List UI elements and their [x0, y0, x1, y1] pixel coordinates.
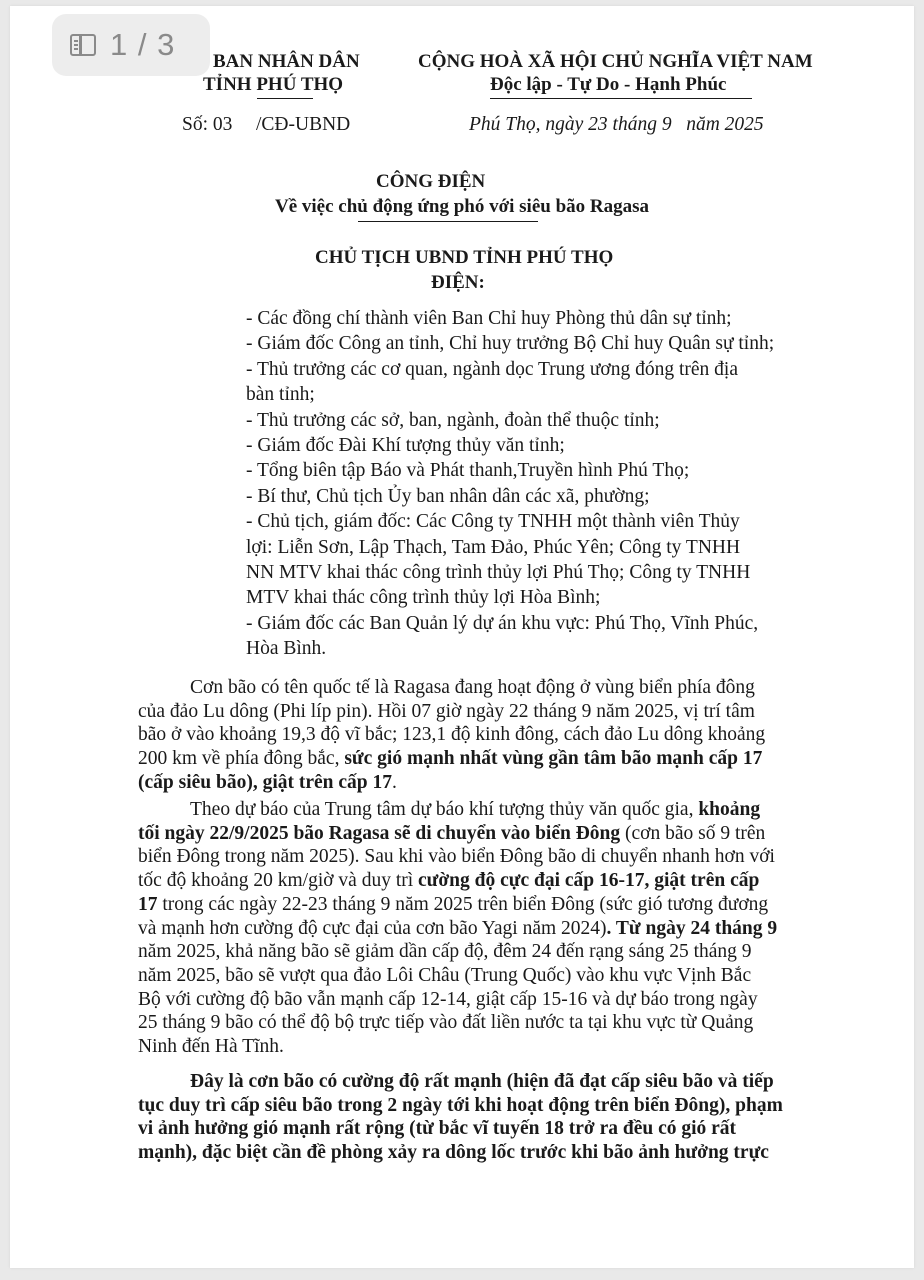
paragraph-warning — [138, 1070, 838, 1165]
emphasis-text: (cấp siêu bão), giật trên cấp 17 — [138, 771, 393, 793]
sender-title: CHỦ TỊCH UBND TỈNH PHÚ THỌ — [315, 247, 614, 268]
recipient-item: - Thủ trưởng các cơ quan, ngành dọc Trung ương đóng trên địa — [246, 358, 739, 380]
text-line: Ninh đến Hà Tĩnh. — [138, 1036, 284, 1058]
text-line: Đây là cơn bão có cường độ rất mạnh (hiện đã đạt cấp siêu bão và tiếp — [190, 1071, 774, 1092]
place-date: Phú Thọ, ngày 23 tháng 9 năm 2025 — [469, 114, 764, 135]
org-name-line1: BAN NHÂN DÂN — [213, 51, 360, 72]
text-line: tục duy trì cấp siêu bão trong 2 ngày tới khi hoạt động trên biển Đông), phạm — [138, 1094, 783, 1116]
text-line: trong các ngày 22-23 tháng 9 năm 2025 trên biển Đông (sức gió tương đương — [157, 893, 769, 915]
page-count: 1 / 3 — [110, 27, 176, 62]
document-number: Số: 03 — [182, 114, 233, 135]
motto-underline — [490, 98, 752, 99]
recipient-item: - Chủ tịch, giám đốc: Các Công ty TNHH một thành viên Thủy — [246, 511, 740, 533]
text-line: Theo dự báo của Trung tâm dự báo khí tượng thủy văn quốc gia, — [190, 799, 699, 820]
page-indicator[interactable] — [52, 14, 210, 76]
emphasis-text: . Từ ngày 24 tháng 9 — [606, 917, 778, 939]
recipient-item: - Bí thư, Chủ tịch Ủy ban nhân dân các xã, phường; — [246, 485, 650, 507]
recipient-item: - Giám đốc Đài Khí tượng thủy văn tỉnh; — [246, 435, 565, 457]
nation-motto: Độc lập - Tự Do - Hạnh Phúc — [490, 74, 727, 95]
text-line: năm 2025, khả năng bão sẽ giảm dần cấp độ, đêm 24 đến rạng sáng 25 tháng 9 — [138, 941, 752, 963]
text-line: 25 tháng 9 bão có thể độ bộ trực tiếp vào đất liền nước ta tại khu vực từ Quảng — [138, 1012, 754, 1034]
org-name-line2: TỈNH PHÚ THỌ — [203, 74, 344, 95]
emphasis-text: 17 — [138, 893, 158, 915]
text-line: tốc độ khoảng 20 km/giờ và duy trì — [138, 870, 419, 892]
text-line: bão ở vào khoảng 19,3 độ vĩ bắc; 123,1 độ kinh đông, cách đảo Lu dông khoảng — [138, 724, 766, 746]
recipient-item: lợi: Liễn Sơn, Lập Thạch, Tam Đảo, Phúc Yên; Công ty TNHH — [246, 536, 741, 558]
document-subject: Về việc chủ động ứng phó với siêu bão Ragasa — [275, 196, 650, 217]
emphasis-text: tối ngày 22/9/2025 bão Ragasa sẽ di chuyển vào biển Đông — [138, 822, 621, 844]
text-line: Cơn bão có tên quốc tế là Ragasa đang hoạt động ở vùng biển phía đông — [190, 677, 755, 698]
paragraph-forecast — [138, 798, 838, 1059]
text-line: mạnh), đặc biệt cần đề phòng xảy ra dông lốc trước khi bão ảnh hưởng trực — [138, 1142, 769, 1164]
nation-title: CỘNG HOÀ XÃ HỘI CHỦ NGHĨA VIỆT NAM — [418, 51, 813, 72]
text-line: năm 2025, bão sẽ vượt qua đảo Lôi Châu (Trung Quốc) vào khu vực Vịnh Bắc — [138, 964, 752, 986]
action-word: ĐIỆN: — [431, 272, 485, 293]
recipient-item: bàn tỉnh; — [246, 384, 315, 406]
document-type: CÔNG ĐIỆN — [376, 171, 486, 192]
recipient-item: NN MTV khai thác công trình thủy lợi Phú Thọ; Công ty TNHH — [246, 562, 751, 584]
text-line: . — [392, 771, 397, 793]
emphasis-text: sức gió mạnh nhất vùng gần tâm bão mạnh cấp 17 — [344, 748, 763, 770]
text-line: 200 km về phía đông bắc, — [138, 748, 345, 770]
emphasis-text: cường độ cực đại cấp 16-17, giật trên cấp — [418, 870, 760, 892]
document-list-icon — [70, 34, 96, 56]
text-line: vi ảnh hưởng gió mạnh rất rộng (từ bắc vĩ tuyến 18 trở ra đều có gió rất — [138, 1118, 737, 1140]
recipient-item: - Giám đốc các Ban Quản lý dự án khu vực: Phú Thọ, Vĩnh Phúc, — [246, 612, 759, 634]
subject-underline — [358, 221, 538, 222]
text-line: và mạnh hơn cường độ cực đại của cơn bão Yagi năm 2024) — [138, 917, 607, 939]
recipient-list — [246, 306, 806, 662]
text-line: Bộ với cường độ bão vẫn mạnh cấp 12-14, giật cấp 15-16 và dự báo trong ngày — [138, 988, 758, 1010]
recipient-item: - Thủ trưởng các sở, ban, ngành, đoàn thể thuộc tỉnh; — [246, 409, 660, 431]
recipient-item: - Tổng biên tập Báo và Phát thanh,Truyền hình Phú Thọ; — [246, 460, 690, 482]
recipient-item: - Các đồng chí thành viên Ban Chỉ huy Phòng thủ dân sự tỉnh; — [246, 308, 732, 329]
recipient-item: MTV khai thác công trình thủy lợi Hòa Bình; — [246, 587, 601, 609]
emphasis-text: khoảng — [698, 799, 761, 820]
text-line: (cơn bão số 9 trên — [620, 822, 766, 844]
recipient-item: - Giám đốc Công an tỉnh, Chỉ huy trưởng Bộ Chỉ huy Quân sự tỉnh; — [246, 333, 775, 355]
paragraph-storm-position — [138, 676, 838, 795]
recipient-item: Hòa Bình. — [246, 638, 327, 660]
text-line: biển Đông trong năm 2025). Sau khi vào biển Đông bão di chuyển nhanh hơn với — [138, 846, 775, 868]
document-number-suffix: /CĐ-UBND — [256, 114, 351, 135]
text-line: của đảo Lu dông (Phi líp pin). Hồi 07 giờ ngày 22 tháng 9 năm 2025, vị trí tâm — [138, 700, 755, 722]
org-underline — [257, 98, 313, 99]
